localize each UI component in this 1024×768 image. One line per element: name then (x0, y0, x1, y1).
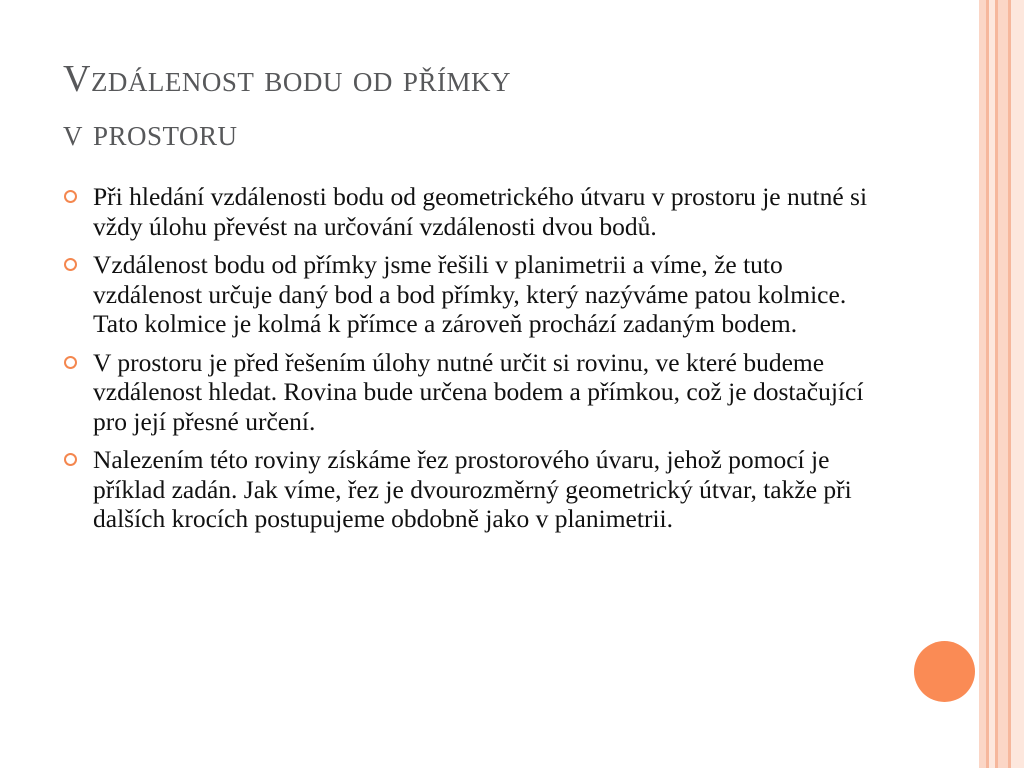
slide-title-line-2: v prostoru (63, 112, 238, 154)
bullet-item (63, 250, 893, 339)
bullet-text: Vzdálenost bodu od přímky jsme řešili v planimetrii a víme, že tuto vzdálenost určuje daný bod a bod přímky, který nazýváme patou kolmice. Tato kolmice je kolmá k přímce a zároveň prochází zadaným bodem. (93, 250, 847, 338)
circle-outline-icon (64, 258, 77, 271)
side-stripe (1011, 0, 1024, 768)
side-stripe (979, 0, 986, 768)
bullet-text: V prostoru je před řešením úlohy nutné určit si rovinu, ve které budeme vzdálenost hledat. Rovina bude určena bodem a přímkou, což je dostačující pro její přesné určení. (93, 347, 864, 436)
bullet-list (63, 182, 893, 543)
bullet-text: Při hledání vzdálenosti bodu od geometrického útvaru v prostoru je nutné si vždy úlohu převést na určování vzdálenosti dvou bodů. (93, 182, 868, 241)
bullet-text: Nalezením této roviny získáme řez prostorového úvaru, jehož pomocí je příklad zadán. Jak víme, řez je dvourozměrný geometrický útvar, takže při dalších krocích postupujeme obdobně jako v planimetrii. (93, 445, 852, 533)
bullet-item (63, 445, 893, 534)
circle-outline-icon (64, 190, 77, 203)
circle-outline-icon (64, 453, 77, 466)
slide-title (63, 52, 943, 160)
bullet-item (63, 182, 893, 241)
bullet-item (63, 348, 893, 437)
decorative-orange-dot (914, 641, 975, 702)
slide-title-line-1: Vzdálenost bodu od přímky (63, 58, 511, 100)
side-stripe (998, 0, 1008, 768)
circle-outline-icon (64, 356, 77, 369)
